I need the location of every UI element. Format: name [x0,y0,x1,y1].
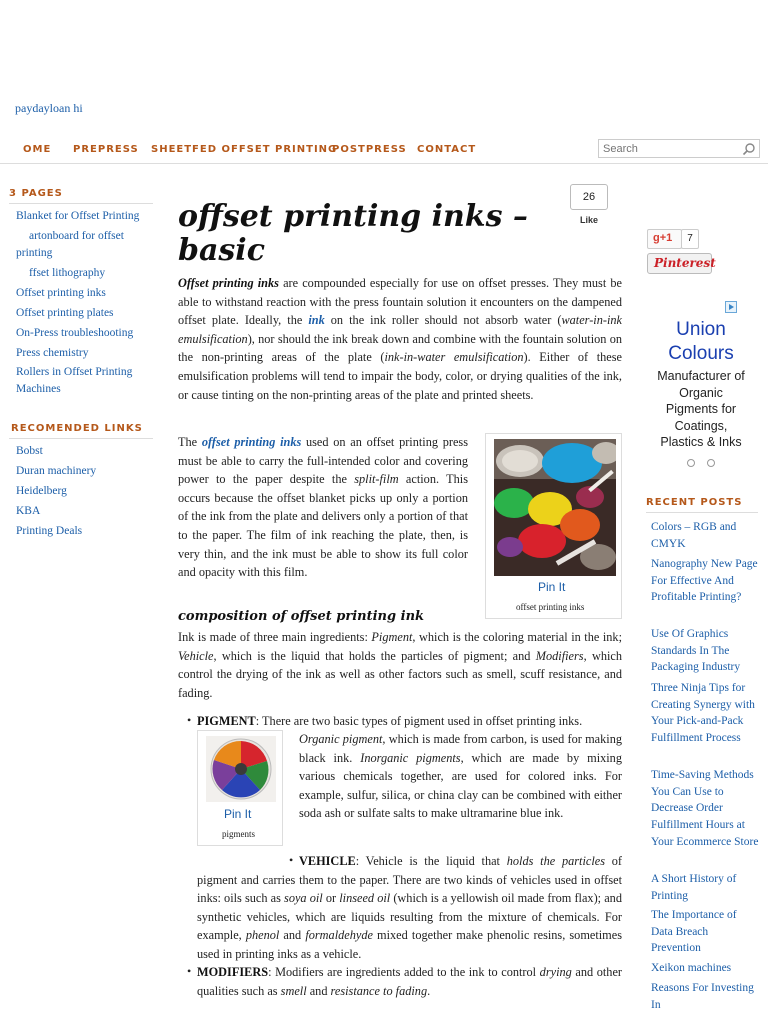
like-button[interactable]: Like [580,215,599,225]
ink-figure [485,433,622,619]
intro-paragraph: Offset printing inks are compounded especially for use on offset presses. They must be able to withstand reaction with the press fountain solution it encounters on the dampened offset plate. Ideally, the ink on the ink roller should not absorb water (water-in-ink emulsification), nor should the ink break down and combine with the fountain solution on the non-printing areas of the plate (ink-in-water emulsification). Either of these emulsification problems will tend to impair the body, color, or drying qualities of the ink, or cause tinting on the non-printing areas of the plate and printed sheets. [178,276,622,402]
recent-post-link[interactable]: Xeikon machines [651,962,732,974]
second-paragraph: The offset printing inks used on an offset printing press must be able to carry the full-intended color and covering power to the paper despite the split-film action. This occurs because the offset blanket picks up only a portion of the ink from the plate and delivers only a portion of that to the paper. The film of ink reaching the plate, then, is very thin, and the ink must be able to show its full color and opacity with this film. [178,435,468,580]
page-link-offset-printing-inks[interactable]: Offset printing inks [16,287,106,299]
page-link-press-chemistry[interactable]: Press chemistry [16,347,89,359]
pinterest-button[interactable] [647,253,716,274]
rec-link-bobst[interactable]: Bobst [16,445,43,457]
divider [646,512,758,513]
rec-link-printing-deals[interactable]: Printing Deals [16,525,83,537]
offset-printing-inks-link[interactable]: offset printing inks [201,435,302,449]
recommended-links-heading: RECOMENDED LINKS [11,423,143,434]
nav-contact[interactable]: CONTACT [417,144,477,155]
section-heading: composition of offset printing ink [178,609,425,624]
like-count-box: 26 [570,184,608,210]
figure-caption: pigments [222,829,255,839]
page-link-cartonboard[interactable]: artonboard for offset [29,230,124,242]
page-link-on-press-troubleshooting[interactable]: On-Press troubleshooting [16,327,134,339]
vehicle-paragraph: VEHICLE: Vehicle is the liquid that holds the particles of pigment and carries them to the paper. There are two kinds of vehicles used in offset inks: oils such as soya oil or linseed oil (which is a yellowish oil made from flax); and synthetic vehicles, which are liquids resulting from the mixture of chemicals. For example, phenol and formaldehyde mixed together make phenolic resins, sometimes used in printing inks as a vehicle. [197,854,622,961]
carousel-dot[interactable] [687,459,695,467]
recent-posts-heading: RECENT POSTS [646,497,743,508]
google-plus-button[interactable] [647,229,682,249]
google-plus-count: 7 [681,229,699,249]
carousel-dot[interactable] [707,459,715,467]
bullet: • [187,713,192,727]
composition-paragraph: Ink is made of three main ingredients: Pigment, which is the coloring material in the ink; Vehicle, which is the liquid that holds the particles of pigment; and Modifiers, which control the drying of the ink as well as other factors such as smell, scuff resistance, and fading. [178,630,622,700]
page-link-cartonboard-cont[interactable]: printing [16,247,53,259]
pages-heading: 3 PAGES [9,188,63,199]
divider [9,203,153,204]
pigment-intro: PIGMENT: There are two basic types of pigment used in offset printing inks. [197,714,583,728]
rec-link-kba[interactable]: KBA [16,505,41,517]
page-link-offset-printing-plates[interactable]: Offset printing plates [16,307,114,319]
nav-sheetfed-offset-printing[interactable]: SHEETFED OFFSET PRINTING [151,144,338,155]
rec-link-heidelberg[interactable]: Heidelberg [16,485,67,497]
divider [9,438,153,439]
recent-post-link[interactable]: Colors – RGB and CMYK [651,521,737,550]
page-link-offset-lithography[interactable]: ffset lithography [29,267,106,279]
ad-text[interactable]: Manufacturer of Organic Pigments for Coatings, Plastics & Inks [657,369,745,449]
bullet: • [289,853,294,867]
ink-link[interactable]: ink [308,313,325,328]
recent-post-link[interactable]: Nanography New Page For Effective And Profitable Printing? [651,558,758,604]
recent-post-link[interactable]: Three Ninja Tips for Creating Synergy with Your Pick-and-Pack Fulfillment Process [651,682,755,745]
nav-postpress[interactable]: POSTPRESS [332,144,407,155]
page-link-rollers[interactable]: Rollers in Offset Printing [16,366,133,378]
recent-post-link[interactable]: The Importance of Data Breach Prevention [651,909,737,955]
nav-home[interactable]: OME [23,144,52,155]
figure-caption: offset printing inks [516,602,585,612]
pin-it-button[interactable]: Pin It [538,580,566,594]
page-title: offset printing inks – basic [178,199,528,268]
pigment-paragraph: Organic pigment, which is made from carbon, is used for making black ink. Inorganic pigments, which are made by mixing various chemicals together, are used for colored inks. For example, sulfur, silica, or china clay can be combined with either soda ash or sulfate salts to make ultramarine blue ink. [299,732,622,821]
site-link[interactable]: paydayloan hi [15,101,83,115]
bullet: • [187,964,192,978]
recent-post-link[interactable]: Reasons For Investing In [651,982,754,1011]
pinterest-icon: Pinterest [654,256,716,270]
google-plus-icon: g+1 [653,232,673,244]
search-box [598,139,760,158]
pin-it-button[interactable]: Pin It [224,807,252,821]
recent-post-link[interactable]: A Short History of Printing [651,873,737,902]
search-input[interactable] [603,141,733,156]
ink-cans-photo [494,439,616,576]
pigments-photo [206,736,276,802]
rec-link-duran[interactable]: Duran machinery [16,465,97,477]
pigment-figure [197,730,283,846]
search-icon[interactable] [742,142,756,156]
adchoices-icon[interactable] [725,301,737,313]
ad-title[interactable]: Union Colours [668,319,734,364]
modifiers-paragraph: MODIFIERS: Modifiers are ingredients added to the ink to control drying and other qualities such as smell and resistance to fading. [197,965,622,998]
nav-prepress[interactable]: PREPRESS [73,144,139,155]
page-link-rollers-cont[interactable]: Machines [16,383,61,395]
page-link-blanket[interactable]: Blanket for Offset Printing [16,210,140,222]
recent-post-link[interactable]: Use Of Graphics Standards In The Packaging Industry [651,628,741,674]
recent-post-link[interactable]: Time-Saving Methods You Can Use to Decrease Order Fulfillment Hours at Your Ecommerce Store [651,769,759,848]
